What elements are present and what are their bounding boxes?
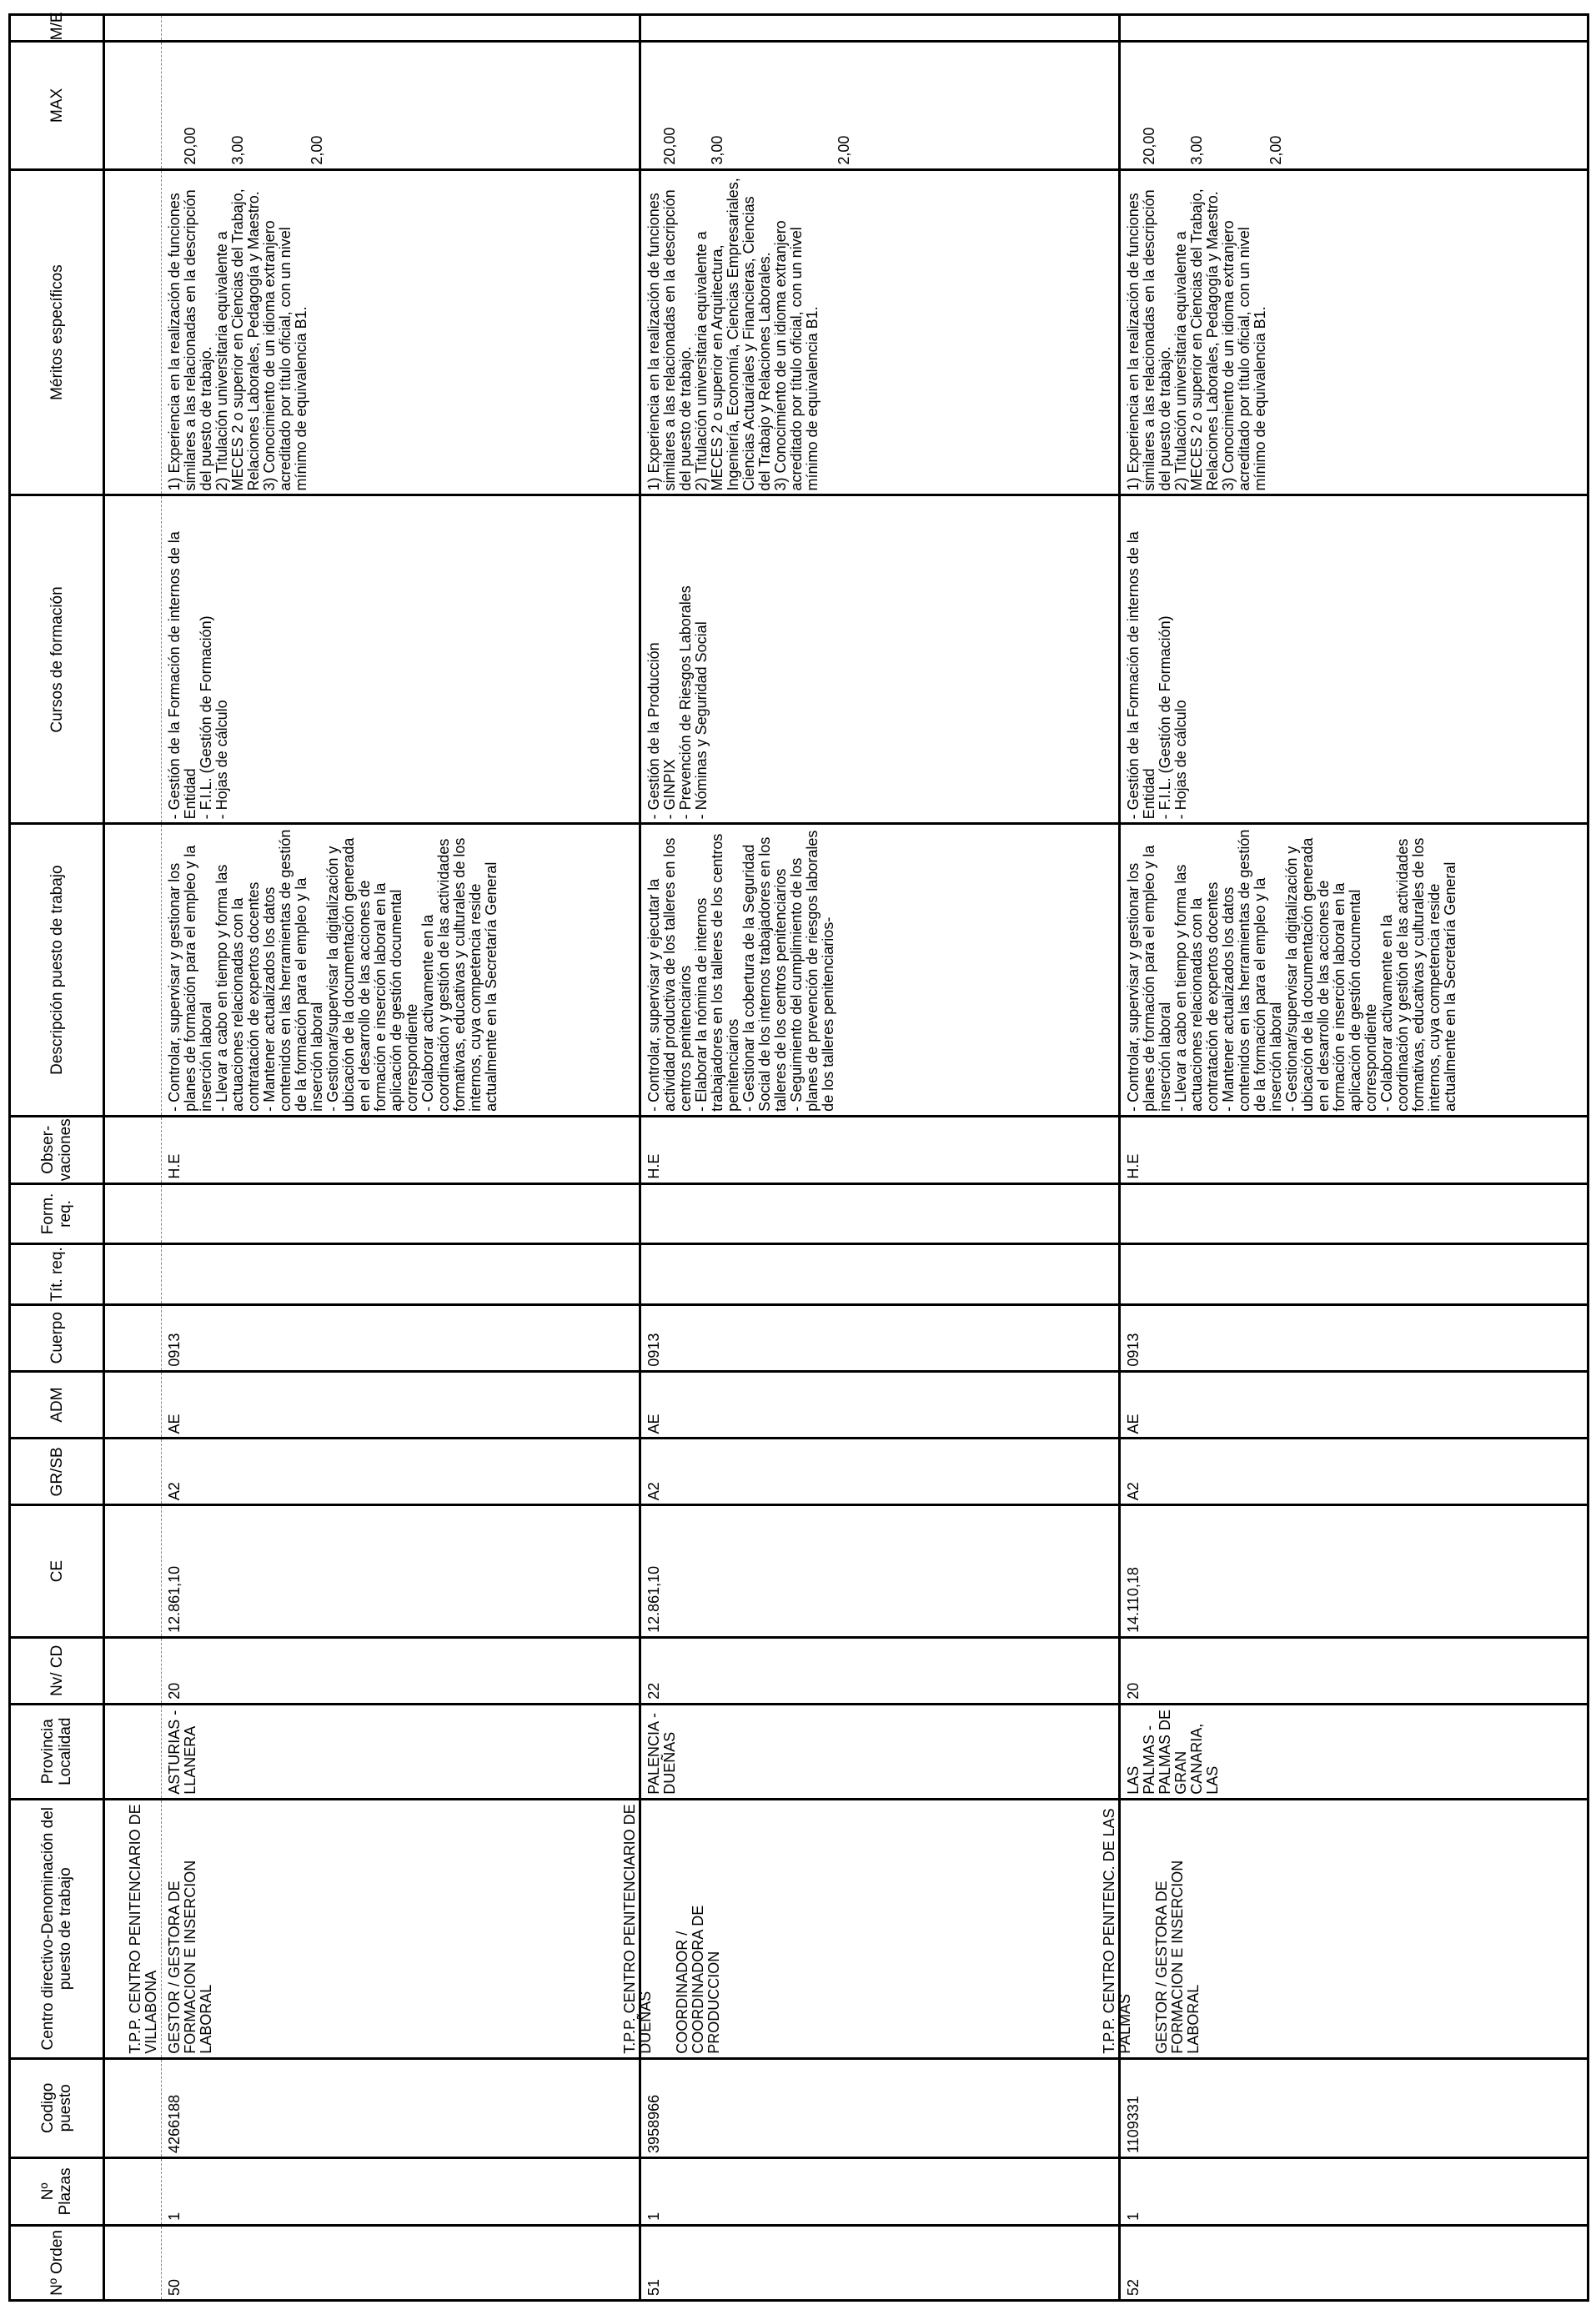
grupo-cell: A2 — [161, 1439, 640, 1505]
header-meritos: Méritos específicos — [10, 169, 104, 495]
cursos-cell: - Gestión de la Producción - GINPIX - Prevención de Riesgos Laborales - Nóminas y Seguridad Social — [640, 495, 1119, 824]
grupo-cell: A2 — [640, 1439, 1119, 1505]
descripcion-cell: - Controlar, supervisar y ejecutar la actividad productiva de los talleres en los centros penitenciarios - Elaborar la nómina de internos trabajadores en los talleres de los centros penitenciarios - Gestionar la cobertura de la Seguridad Social de los internos trabajadores en los talleres de los centros penitenciarios - Seguimiento del cumplimiento de los planes de prevención de riesgos laborales de los talleres penitenciarios- — [640, 824, 1119, 1116]
center-name: T.P.P. CENTRO PENITENCIARIO DE VILLABONA — [104, 1799, 162, 2058]
header-cuerpo: Cuerpo — [10, 1304, 104, 1371]
provincia-cell: ASTURIAS - LLANERA — [161, 1704, 640, 1799]
header-centro: Centro directivo-Denominación del puesto de trabajo — [10, 1799, 104, 2058]
table-row — [161, 15, 640, 2301]
ce-cell: 12.861,10 — [161, 1505, 640, 1638]
orden-cell: 50 — [161, 2225, 640, 2300]
max-value: 20,00 — [181, 127, 198, 165]
orden-cell: 51 — [640, 2225, 1119, 2300]
header-me: M/E — [10, 15, 104, 42]
header-nivel: Nv/ CD — [10, 1637, 104, 1704]
descripcion-cell: - Controlar, supervisar y gestionar los planes de formación para el empleo y la inserción laboral - Llevar a cabo en tiempo y forma las actuaciones relacionadas con la contratación de expertos docentes - Mantener actualizados los datos contenidos en las herramientas de gestión de la formación para el empleo y la inserción laboral - Gestionar/supervisar la digitalización y ubicación de la documentación generada en el desarrollo de las acciones de formación e inserción laboral en la aplicación de gestión documental correspondiente - Colaborar activamente en la coordinación y gestión de las actividades formativas, educativas y culturales de los internos, cuya competencia reside actualmente en la Secretaría General — [161, 824, 640, 1116]
header-cursos: Cursos de formación — [10, 495, 104, 824]
puesto-name: COORDINADOR / COORDINADORA DE PRODUCCION — [673, 1905, 722, 2054]
grupo-cell: A2 — [1119, 1439, 1588, 1505]
max-value: 2,00 — [835, 135, 852, 165]
max-value: 3,00 — [228, 135, 246, 165]
puesto-cell — [1100, 1799, 1588, 2058]
adm-cell: AE — [161, 1371, 640, 1439]
form-cell — [1119, 1183, 1588, 1244]
adm-cell: AE — [640, 1371, 1119, 1439]
max-cell — [640, 42, 1119, 169]
header-tit: Tít. req. — [10, 1244, 104, 1305]
header-row — [10, 15, 104, 2301]
cursos-cell: - Gestión de la Formación de internos de la Entidad - F.I.L. (Gestión de Formación) - Hojas de cálculo — [1119, 495, 1588, 824]
codigo-cell: 3958966 — [640, 2058, 1119, 2157]
plazas-cell: 1 — [1119, 2157, 1588, 2225]
codigo-cell: 4266188 — [161, 2058, 640, 2157]
puesto-cell: GESTOR / GESTORA DE FORMACION E INSERCION LABORAL — [161, 1799, 640, 2058]
table-row — [640, 15, 1119, 2301]
provincia-cell: LAS PALMAS - PALMAS DE GRAN CANARIA, LAS — [1119, 1704, 1588, 1799]
form-cell — [161, 1183, 640, 1244]
meritos-cell: 1) Experiencia en la realización de funciones similares a las relacionadas en la descripción del puesto de trabajo. 2) Titulación universitaria equivalente a MECES 2 o superior en Ciencias del Trabajo, Relaciones Laborales, Pedagogía y Maestro. 3) Conocimiento de un idioma extranjero acreditado por título oficial, con un nivel mínimo de equivalencia B1. — [1119, 169, 1588, 495]
header-plazas: Nº Plazas — [10, 2157, 104, 2225]
codigo-cell: 1109331 — [1119, 2058, 1588, 2157]
max-value: 3,00 — [1187, 135, 1205, 165]
nivel-cell: 22 — [640, 1637, 1119, 1704]
max-value: 2,00 — [308, 135, 325, 165]
header-obs: Obser-vaciones — [10, 1116, 104, 1183]
header-max: MAX — [10, 42, 104, 169]
puesto-name: GESTOR / GESTORA DE FORMACION E INSERCION LABORAL — [1152, 1860, 1202, 2054]
table-row — [1119, 15, 1588, 2301]
max-value: 2,00 — [1267, 135, 1284, 165]
header-grupo: GR/SB — [10, 1439, 104, 1505]
adm-cell: AE — [1119, 1371, 1588, 1439]
nivel-cell: 20 — [161, 1637, 640, 1704]
max-value: 3,00 — [708, 135, 725, 165]
ce-cell: 14.110,18 — [1119, 1505, 1588, 1638]
max-cell — [1119, 42, 1588, 169]
header-provincia: Provincia Localidad — [10, 1704, 104, 1799]
obs-cell: H.E — [1119, 1116, 1588, 1183]
descripcion-cell: - Controlar, supervisar y gestionar los planes de formación para el empleo y la inserción laboral - Llevar a cabo en tiempo y forma las actuaciones relacionadas con la contratación de expertos docentes - Mantener actualizados los datos contenidos en las herramientas de gestión de la formación para el empleo y la inserción laboral - Gestionar/supervisar la digitalización y ubicación de la documentación generada en el desarrollo de las acciones de formación e inserción laboral en la aplicación de gestión documental correspondiente - Colaborar activamente en la coordinación y gestión de las actividades formativas, educativas y culturales de los internos, cuya competencia reside actualmente en la Secretaría General — [1119, 824, 1588, 1116]
plazas-cell: 1 — [640, 2157, 1119, 2225]
cuerpo-cell: 0913 — [640, 1304, 1119, 1371]
meritos-cell: 1) Experiencia en la realización de funciones similares a las relacionadas en la descripción del puesto de trabajo. 2) Titulación universitaria equivalente a MECES 2 o superior en Ciencias del Trabajo, Relaciones Laborales, Pedagogía y Maestro. 3) Conocimiento de un idioma extranjero acreditado por título oficial, con un nivel mínimo de equivalencia B1. — [161, 169, 640, 495]
header-ce: CE — [10, 1505, 104, 1638]
max-value: 20,00 — [1140, 127, 1157, 165]
max-value: 20,00 — [660, 127, 678, 165]
provincia-cell: PALENCIA - DUEÑAS — [640, 1704, 1119, 1799]
me-cell — [1119, 15, 1588, 42]
header-descripcion: Descripción puesto de trabajo — [10, 824, 104, 1116]
cuerpo-cell: 0913 — [1119, 1304, 1588, 1371]
spacer-row — [104, 15, 162, 2301]
max-cell — [161, 42, 640, 169]
me-cell — [161, 15, 640, 42]
meritos-cell: 1) Experiencia en la realización de funciones similares a las relacionadas en la descripción del puesto de trabajo. 2) Titulación universitaria equivalente a MECES 2 o superior en Arquitectura, Ingeniería, Economía, Ciencias Empresariales, Ciencias Actuariales y Financieras, Ciencias del Trabajo y Relaciones Laborales. 3) Conocimiento de un idioma extranjero acreditado por título oficial, con un nivel mínimo de equivalencia B1. — [640, 169, 1119, 495]
tit-cell — [1119, 1244, 1588, 1305]
header-orden: Nº Orden — [10, 2225, 104, 2300]
cursos-cell: - Gestión de la Formación de internos de la Entidad - F.I.L. (Gestión de Formación) - Hojas de cálculo — [161, 495, 640, 824]
header-codigo: Codigo puesto — [10, 2058, 104, 2157]
tit-cell — [640, 1244, 1119, 1305]
plazas-cell: 1 — [161, 2157, 640, 2225]
puestos-table — [8, 13, 1589, 2302]
puesto-cell — [620, 1799, 1119, 2058]
ce-cell: 12.861,10 — [640, 1505, 1119, 1638]
header-adm: ADM — [10, 1371, 104, 1439]
form-cell — [640, 1183, 1119, 1244]
center-name: T.P.P. CENTRO PENITENC. DE LAS PALMAS — [1100, 1808, 1133, 2054]
orden-cell: 52 — [1119, 2225, 1588, 2300]
nivel-cell: 20 — [1119, 1637, 1588, 1704]
header-form: Form. req. — [10, 1183, 104, 1244]
obs-cell: H.E — [161, 1116, 640, 1183]
obs-cell: H.E — [640, 1116, 1119, 1183]
tit-cell — [161, 1244, 640, 1305]
center-name: T.P.P. CENTRO PENITENCIARIO DE DUEÑAS — [620, 1804, 654, 2054]
cuerpo-cell: 0913 — [161, 1304, 640, 1371]
me-cell — [640, 15, 1119, 42]
